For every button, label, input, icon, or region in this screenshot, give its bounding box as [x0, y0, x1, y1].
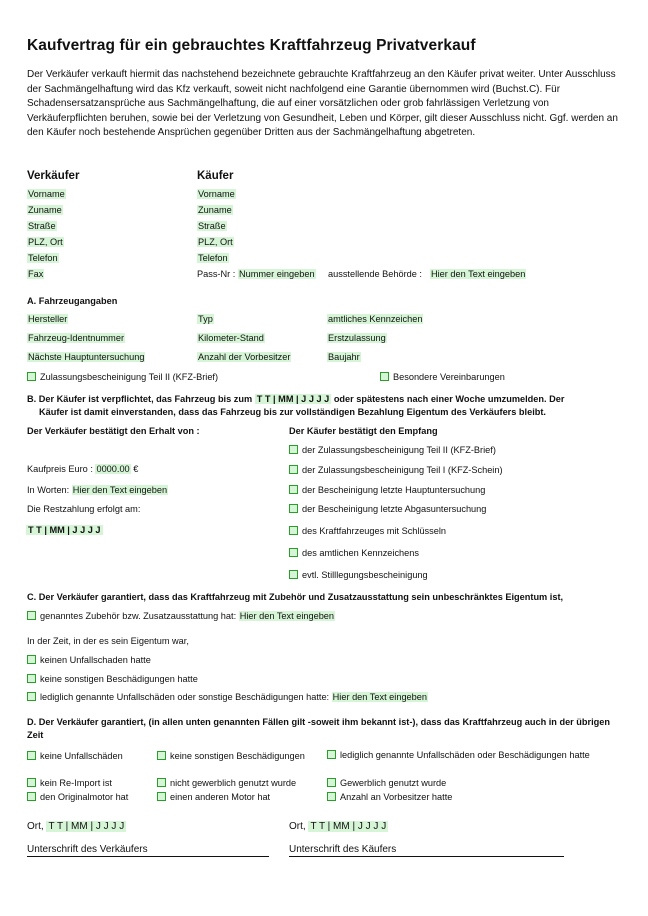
listed-damage-field[interactable]: Hier den Text eingeben — [332, 692, 427, 702]
buyer-city-field[interactable]: PLZ, Ort — [198, 237, 233, 247]
seller-street-field[interactable]: Straße — [28, 221, 56, 231]
not-commercial-checkbox[interactable]: nicht gewerblich genutzt wurde — [157, 778, 296, 788]
buyer-heading: Käufer — [197, 170, 234, 182]
checkbox-icon — [27, 792, 36, 801]
seller-firstname-field[interactable]: Vorname — [28, 189, 65, 199]
checkbox-icon — [157, 792, 166, 801]
registration-cert-checkbox[interactable]: Zulassungsbescheinigung Teil II (KFZ-Brief) — [27, 372, 218, 382]
price-field[interactable]: 0000.00 — [96, 464, 130, 474]
checkbox-icon — [289, 526, 298, 535]
vin-field[interactable]: Fahrzeug-Identnummer — [28, 333, 125, 343]
seller-lastname-field[interactable]: Zuname — [28, 205, 62, 215]
seller-fax-field[interactable]: Fax — [28, 269, 44, 279]
received-emissions-checkbox[interactable]: der Bescheinigung letzte Abgasuntersuchung — [289, 504, 486, 514]
ownership-period-text: In der Zeit, in der es sein Eigentum war, — [27, 636, 189, 646]
checkbox-icon — [157, 751, 166, 760]
original-engine-checkbox[interactable]: den Originalmotor hat — [27, 792, 128, 802]
seller-date-field[interactable]: T T | MM | J J J J — [48, 821, 125, 832]
buyer-confirms-heading: Der Käufer bestätigt den Empfang — [289, 426, 438, 436]
seller-confirms-heading: Der Verkäufer bestätigt den Erhalt von : — [27, 426, 200, 436]
checkbox-icon — [27, 655, 36, 664]
checkbox-icon — [289, 504, 298, 513]
owner-count-checkbox[interactable]: Anzahl an Vorbesitzer hatte — [327, 792, 452, 802]
checkbox-icon — [289, 485, 298, 494]
handover-date-field[interactable]: T T | MM | J J J J — [256, 394, 330, 404]
first-registration-field[interactable]: Erstzulassung — [328, 333, 386, 343]
build-year-field[interactable]: Baujahr — [328, 352, 360, 362]
seller-signature-line[interactable] — [27, 856, 269, 857]
issuing-authority-field[interactable]: Hier den Text eingeben — [431, 269, 526, 279]
received-registration-2-checkbox[interactable]: der Zulassungsbescheinigung Teil II (KFZ-Brief) — [289, 445, 496, 455]
received-registration-1-checkbox[interactable]: der Zulassungsbescheinigung Teil I (KFZ-Schein) — [289, 465, 503, 475]
checkbox-icon — [380, 372, 389, 381]
checkbox-icon — [289, 570, 298, 579]
rest-payment-date-field[interactable]: T T | MM | J J J J — [28, 525, 101, 535]
received-deregistration-checkbox[interactable]: evtl. Stilllegungsbescheinigung — [289, 570, 428, 580]
checkbox-icon — [27, 778, 36, 787]
listed-damage-checkbox[interactable] — [27, 692, 36, 701]
intro-paragraph: Der Verkäufer verkauft hiermit das nachstehend bezeichnete gebrauchte Kraftfahrzeug an den Käufer privat weiter. Unter Ausschluss der Sachmängelhaftung wird das Kfz verkauft, soweit nicht nachfolgend eine Garantie übernommen wird (Buchst.C). Für Schadensersatzansprüche aus Sachmängelhaftung, die auf einer vorsätzlichen oder grob fahrlässigen Verletzung von Verkäuferpflichten beruhen, sowie bei der Verletzung von Gesundheit, Leben und Körper, gilt dieser Ausschluss nicht. Ggf. werden an den Käufer noch bestehende Ansprüchen gegenüber Dritten aus der Sachmängelhaftung abgetreten. — [27, 69, 618, 139]
no-other-damage-checkbox[interactable]: keine sonstigen Beschädigungen — [157, 751, 305, 761]
pass-number-label: Pass-Nr : — [197, 269, 236, 279]
accessory-row: genanntes Zubehör bzw. Zusatzausstattung hat: Hier den Text eingeben — [27, 611, 335, 621]
checkbox-icon — [27, 751, 36, 760]
buyer-street-field[interactable]: Straße — [198, 221, 226, 231]
seller-phone-field[interactable]: Telefon — [28, 253, 58, 263]
checkbox-icon — [289, 445, 298, 454]
checkbox-icon — [327, 778, 336, 787]
document-title: Kaufvertrag für ein gebrauchtes Kraftfahrzeug Privatverkauf — [27, 37, 476, 54]
accessory-checkbox[interactable] — [27, 611, 36, 620]
commercial-use-checkbox[interactable]: Gewerblich genutzt wurde — [327, 778, 446, 788]
type-field[interactable]: Typ — [198, 314, 213, 324]
section-a-heading: A. Fahrzeugangaben — [27, 296, 118, 306]
previous-owners-field[interactable]: Anzahl der Vorbesitzer — [198, 352, 291, 362]
manufacturer-field[interactable]: Hersteller — [28, 314, 68, 324]
buyer-signature-line[interactable] — [289, 856, 564, 857]
no-accident-checkbox[interactable]: keinen Unfallschaden hatte — [27, 655, 151, 665]
accessory-field[interactable]: Hier den Text eingeben — [239, 611, 335, 621]
issuing-authority-label: ausstellende Behörde : — [328, 269, 422, 279]
section-d-heading: D. Der Verkäufer garantiert, (in allen unten genannten Fällen gilt -soweit ihm bekannt ist-), dass das Kraftfahrzeug auch in der übrigen Zeit — [27, 717, 610, 740]
mileage-field[interactable]: Kilometer-Stand — [198, 333, 264, 343]
section-b-line2: Käufer ist damit einverstanden, dass das Fahrzeug bis zur vollständigen Bezahlung Eigentum des Verkäufers bleibt. — [39, 407, 546, 417]
price-row: Kaufpreis Euro : 0000.00 € — [27, 464, 139, 474]
price-words-row: In Worten: Hier den Text eingeben — [27, 485, 168, 495]
no-reimport-checkbox[interactable]: kein Re-Import ist — [27, 778, 112, 788]
checkbox-icon — [289, 465, 298, 474]
no-accidents-checkbox[interactable]: keine Unfallschäden — [27, 751, 123, 761]
checkbox-icon — [157, 778, 166, 787]
checkbox-icon — [289, 548, 298, 557]
buyer-firstname-field[interactable]: Vorname — [198, 189, 235, 199]
seller-heading: Verkäufer — [27, 170, 80, 182]
seller-signature-label: Unterschrift des Verkäufers — [27, 844, 148, 855]
buyer-lastname-field[interactable]: Zuname — [198, 205, 232, 215]
received-plates-checkbox[interactable]: des amtlichen Kennzeichens — [289, 548, 419, 558]
received-inspection-checkbox[interactable]: der Bescheinigung letzte Hauptuntersuchung — [289, 485, 485, 495]
buyer-signature-label: Unterschrift des Käufers — [289, 844, 397, 855]
next-inspection-field[interactable]: Nächste Hauptuntersuchung — [28, 352, 145, 362]
seller-city-field[interactable]: PLZ, Ort — [28, 237, 63, 247]
buyer-place-date: Ort, T T | MM | J J J J — [289, 821, 387, 832]
section-c-heading: C. Der Verkäufer garantiert, dass das Kraftfahrzeug mit Zubehör und Zusatzausstattung sein unbeschränktes Eigentum ist, — [27, 592, 564, 602]
buyer-phone-field[interactable]: Telefon — [198, 253, 228, 263]
price-words-field[interactable]: Hier den Text eingeben — [72, 485, 168, 495]
listed-damage-row: lediglich genannte Unfallschäden oder sonstige Beschädigungen hatte: Hier den Text eingeben — [27, 692, 428, 702]
checkbox-icon — [327, 750, 336, 759]
received-keys-checkbox[interactable]: des Kraftfahrzeuges mit Schlüsseln — [289, 526, 446, 536]
seller-place-date: Ort, T T | MM | J J J J — [27, 821, 125, 832]
special-agreements-checkbox[interactable]: Besondere Vereinbarungen — [380, 372, 505, 382]
checkbox-icon — [27, 372, 36, 381]
buyer-date-field[interactable]: T T | MM | J J J J — [310, 821, 387, 832]
pass-number-field[interactable]: Nummer eingeben — [239, 269, 315, 279]
section-b-line1: B. Der Käufer ist verpflichtet, das Fahrzeug bis zum T T | MM | J J J J oder spätestens nach einer Woche umzumelden. Der — [27, 394, 565, 404]
rest-payment-label: Die Restzahlung erfolgt am: — [27, 504, 141, 514]
listed-damages-checkbox[interactable]: lediglich genannte Unfallschäden oder Beschädigungen hatte — [327, 749, 592, 762]
checkbox-icon — [27, 674, 36, 683]
other-engine-checkbox[interactable]: einen anderen Motor hat — [157, 792, 270, 802]
checkbox-icon — [327, 792, 336, 801]
license-plate-field[interactable]: amtliches Kennzeichen — [328, 314, 423, 324]
no-damage-checkbox[interactable]: keine sonstigen Beschädigungen hatte — [27, 674, 198, 684]
currency-symbol: € — [133, 464, 139, 474]
